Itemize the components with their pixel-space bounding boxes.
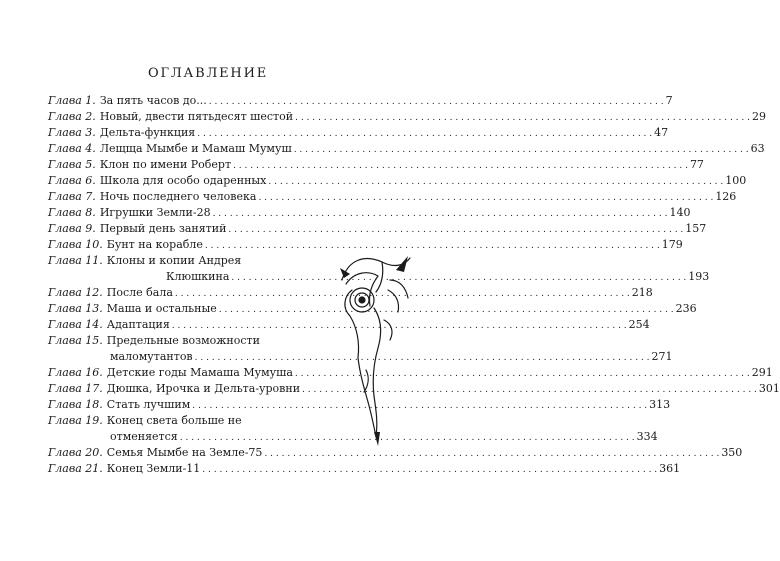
page-number: 63 (750, 142, 765, 155)
chapter-title-continued: отменяется (110, 430, 178, 443)
chapter-title: Предельные возможности (106, 334, 260, 347)
toc-entry[interactable] (48, 317, 650, 334)
chapter-title: Адаптация (106, 318, 170, 331)
chapter-label: Глава 16. (48, 366, 103, 379)
chapter-title: Конец Земли-11 (106, 462, 201, 475)
toc-entry[interactable] (48, 205, 691, 222)
page-number: 179 (661, 238, 683, 251)
chapter-title-continued: маломутантов (110, 350, 193, 363)
chapter-title: Лещща Мымбе и Мамаш Мумуш (99, 142, 292, 155)
chapter-label: Глава 4. (48, 142, 96, 155)
chapter-title: После бала (106, 286, 173, 299)
page-number: 361 (659, 462, 681, 475)
chapter-title: Клон по имени Роберт (99, 158, 232, 171)
chapter-label: Глава 19. (48, 414, 103, 427)
leader-dots (264, 445, 719, 462)
chapter-label: Глава 2. (48, 110, 96, 123)
chapter-title: Первый день занятий (99, 222, 227, 235)
chapter-label: Глава 17. (48, 382, 103, 395)
chapter-label: Глава 21. (48, 462, 103, 475)
chapter-label: Глава 18. (48, 398, 103, 411)
chapter-title: Ночь последнего человека (99, 190, 257, 203)
page-number: 254 (628, 318, 650, 331)
toc-entry[interactable] (48, 253, 710, 286)
toc-entry[interactable] (48, 413, 658, 446)
toc-entry[interactable] (48, 333, 673, 366)
chapter-label: Глава 13. (48, 302, 103, 315)
leader-dots (219, 301, 674, 318)
toc-entry[interactable] (48, 125, 669, 142)
page-number: 271 (651, 350, 673, 363)
page-number: 7 (665, 94, 673, 107)
chapter-label: Глава 3. (48, 126, 96, 139)
leader-dots (294, 141, 749, 158)
chapter-title: Дельта-функция (99, 126, 196, 139)
toc-entry[interactable] (48, 157, 704, 174)
page-number: 126 (715, 190, 737, 203)
leader-dots (233, 157, 688, 174)
chapter-label: Глава 11. (48, 254, 103, 267)
leader-dots (205, 237, 660, 254)
toc-entry[interactable] (48, 285, 653, 302)
toc-entry[interactable] (48, 381, 780, 398)
page-number: 157 (685, 222, 707, 235)
chapter-title: Бунт на корабле (106, 238, 203, 251)
chapter-title: Дюшка, Ирочка и Дельта-уровни (106, 382, 301, 395)
leader-dots (213, 205, 668, 222)
chapter-title: Клоны и копии Андрея (106, 254, 242, 267)
page-number: 236 (675, 302, 697, 315)
chapter-label: Глава 12. (48, 286, 103, 299)
page-number: 350 (721, 446, 743, 459)
leader-dots (202, 461, 657, 478)
chapter-title: Школа для особо одаренных (99, 174, 267, 187)
toc-entry[interactable] (48, 109, 766, 126)
toc-entry[interactable] (48, 445, 743, 462)
chapter-title-continued: Клюшкина (166, 270, 230, 283)
page-number: 47 (654, 126, 669, 139)
page-number: 218 (631, 286, 653, 299)
leader-dots (195, 349, 650, 366)
chapter-title: Семья Мымбе на Земле-75 (106, 446, 263, 459)
chapter-label: Глава 8. (48, 206, 96, 219)
page-number: 334 (636, 430, 658, 443)
toc-entry[interactable] (48, 221, 707, 238)
leader-dots (295, 109, 750, 126)
toc-entry[interactable] (48, 301, 697, 318)
toc-entry[interactable] (48, 397, 671, 414)
leader-dots (209, 93, 664, 110)
toc-entry[interactable] (48, 461, 681, 478)
chapter-title: Маша и остальные (106, 302, 217, 315)
page-number: 29 (751, 110, 766, 123)
toc-entry[interactable] (48, 141, 765, 158)
chapter-label: Глава 1. (48, 94, 96, 107)
toc-entry[interactable] (48, 237, 683, 254)
leader-dots (258, 189, 713, 206)
leader-dots (197, 125, 652, 142)
chapter-title: Игрушки Земли-28 (99, 206, 211, 219)
leader-dots (231, 269, 686, 286)
leader-dots (268, 173, 723, 190)
chapter-label: Глава 20. (48, 446, 103, 459)
toc-entry[interactable] (48, 93, 673, 110)
chapter-label: Глава 15. (48, 334, 103, 347)
page-number: 301 (758, 382, 780, 395)
decorative-ornament-illustration (338, 250, 412, 450)
leader-dots (192, 397, 647, 414)
page-number: 100 (725, 174, 747, 187)
chapter-label: Глава 5. (48, 158, 96, 171)
chapter-label: Глава 7. (48, 190, 96, 203)
chapter-title: Стать лучшим (106, 398, 191, 411)
page-number: 193 (688, 270, 710, 283)
chapter-title: Детские годы Мамаша Мумуша (106, 366, 293, 379)
chapter-label: Глава 14. (48, 318, 103, 331)
chapter-title: За пять часов до... (99, 94, 207, 107)
chapter-label: Глава 9. (48, 222, 96, 235)
leader-dots (228, 221, 683, 238)
toc-heading: ОГЛАВЛЕНИЕ (147, 66, 268, 81)
chapter-label: Глава 6. (48, 174, 96, 187)
page-number: 313 (649, 398, 671, 411)
chapter-title: Новый, двести пятьдесят шестой (99, 110, 294, 123)
chapter-label: Глава 10. (48, 238, 103, 251)
toc-entry[interactable] (48, 189, 737, 206)
page-number: 291 (751, 366, 773, 379)
page-number: 140 (669, 206, 691, 219)
page-number: 77 (689, 158, 704, 171)
toc-entry[interactable] (48, 365, 773, 382)
chapter-title: Конец света больше не (106, 414, 242, 427)
toc-entry[interactable] (48, 173, 747, 190)
